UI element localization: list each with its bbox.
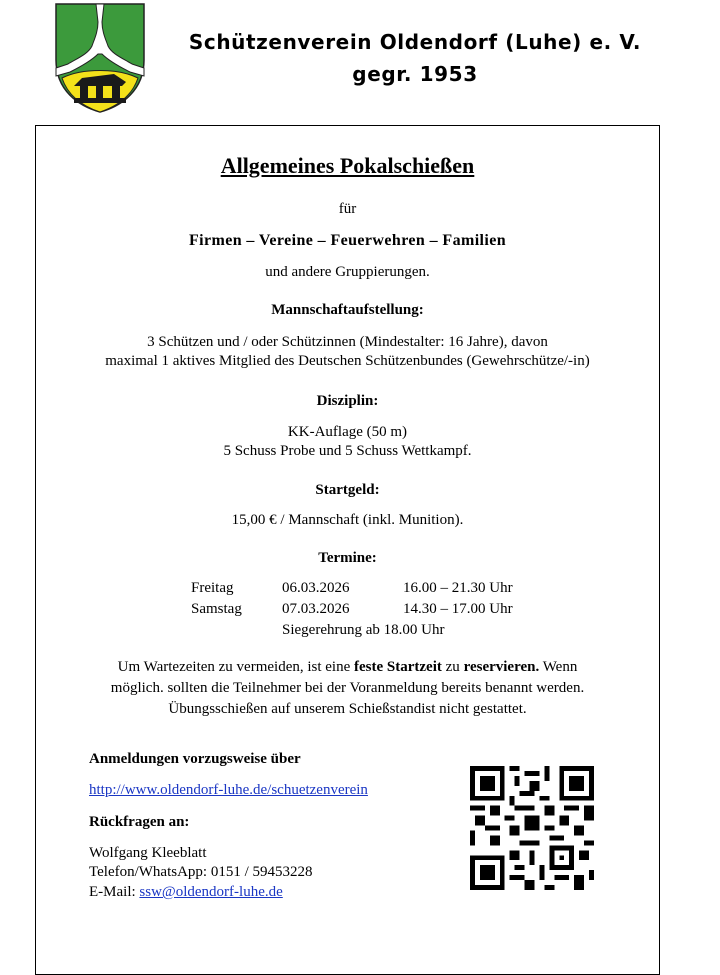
date-time: 16.00 – 21.30 Uhr [403, 580, 513, 596]
note-line-1 [36, 658, 659, 677]
date-value: 06.03.2026 [282, 580, 350, 596]
ceremony-text: Siegerehrung ab 18.00 Uhr [282, 622, 445, 638]
qr-code[interactable] [470, 766, 594, 890]
register-heading: Anmeldungen vorzugsweise über [89, 751, 301, 767]
target-groups-sub: und andere Gruppierungen. [265, 264, 430, 280]
discipline-heading: Disziplin: [316, 393, 379, 409]
questions-heading: Rückfragen an: [89, 814, 190, 830]
email-link[interactable]: ssw@oldendorf-luhe.de [139, 884, 283, 900]
team-heading: Mannschaftaufstellung: [271, 302, 424, 318]
register-link[interactable]: http://www.oldendorf-luhe.de/schuetzenverein [89, 782, 368, 798]
club-name: Schützenverein Oldendorf (Luhe) e. V. [188, 30, 642, 54]
note-reserve: reservieren. [463, 659, 540, 675]
note-fixed-start: feste Startzeit [354, 659, 442, 675]
dates-heading: Termine: [318, 550, 377, 566]
date-value: 07.03.2026 [282, 601, 350, 617]
date-time: 14.30 – 17.00 Uhr [403, 601, 513, 617]
target-groups: Firmen – Vereine – Feuerwehren – Familien [188, 232, 507, 249]
email-label: E-Mail: [89, 884, 140, 900]
discipline-line-2: 5 Schuss Probe und 5 Schuss Wettkampf. [223, 443, 472, 459]
fee-text: 15,00 € / Mannschaft (inkl. Munition). [231, 512, 464, 528]
note-part: Wenn [539, 659, 578, 675]
note-part: Um Wartezeiten zu vermeiden, ist eine [117, 659, 355, 675]
contact-email-line [89, 883, 283, 902]
date-day: Freitag [191, 580, 234, 596]
note-line-2: möglich. sollten die Teilnehmer bei der Voranmeldung bereits benannt werden. [110, 680, 585, 696]
flyer-title: Allgemeines Pokalschießen [220, 153, 475, 178]
contact-name: Wolfgang Kleeblatt [89, 845, 207, 861]
note-part: zu [441, 659, 464, 675]
for-text: für [338, 201, 357, 217]
club-crest-logo [52, 2, 148, 114]
contact-phone: Telefon/WhatsApp: 0151 / 59453228 [89, 864, 313, 880]
discipline-line-1: KK-Auflage (50 m) [287, 424, 408, 440]
note-line-3: Übungsschießen auf unserem Schießstandist nicht gestattet. [168, 701, 527, 717]
team-line-1: 3 Schützen und / oder Schützinnen (Mindestalter: 16 Jahre), davon [147, 334, 548, 350]
fee-heading: Startgeld: [315, 482, 380, 498]
date-day: Samstag [191, 601, 242, 617]
team-line-2: maximal 1 aktives Mitglied des Deutschen Schützenbundes (Gewehrschütze/-in) [105, 353, 590, 369]
club-title [160, 26, 670, 90]
club-founded: gegr. 1953 [352, 62, 478, 86]
